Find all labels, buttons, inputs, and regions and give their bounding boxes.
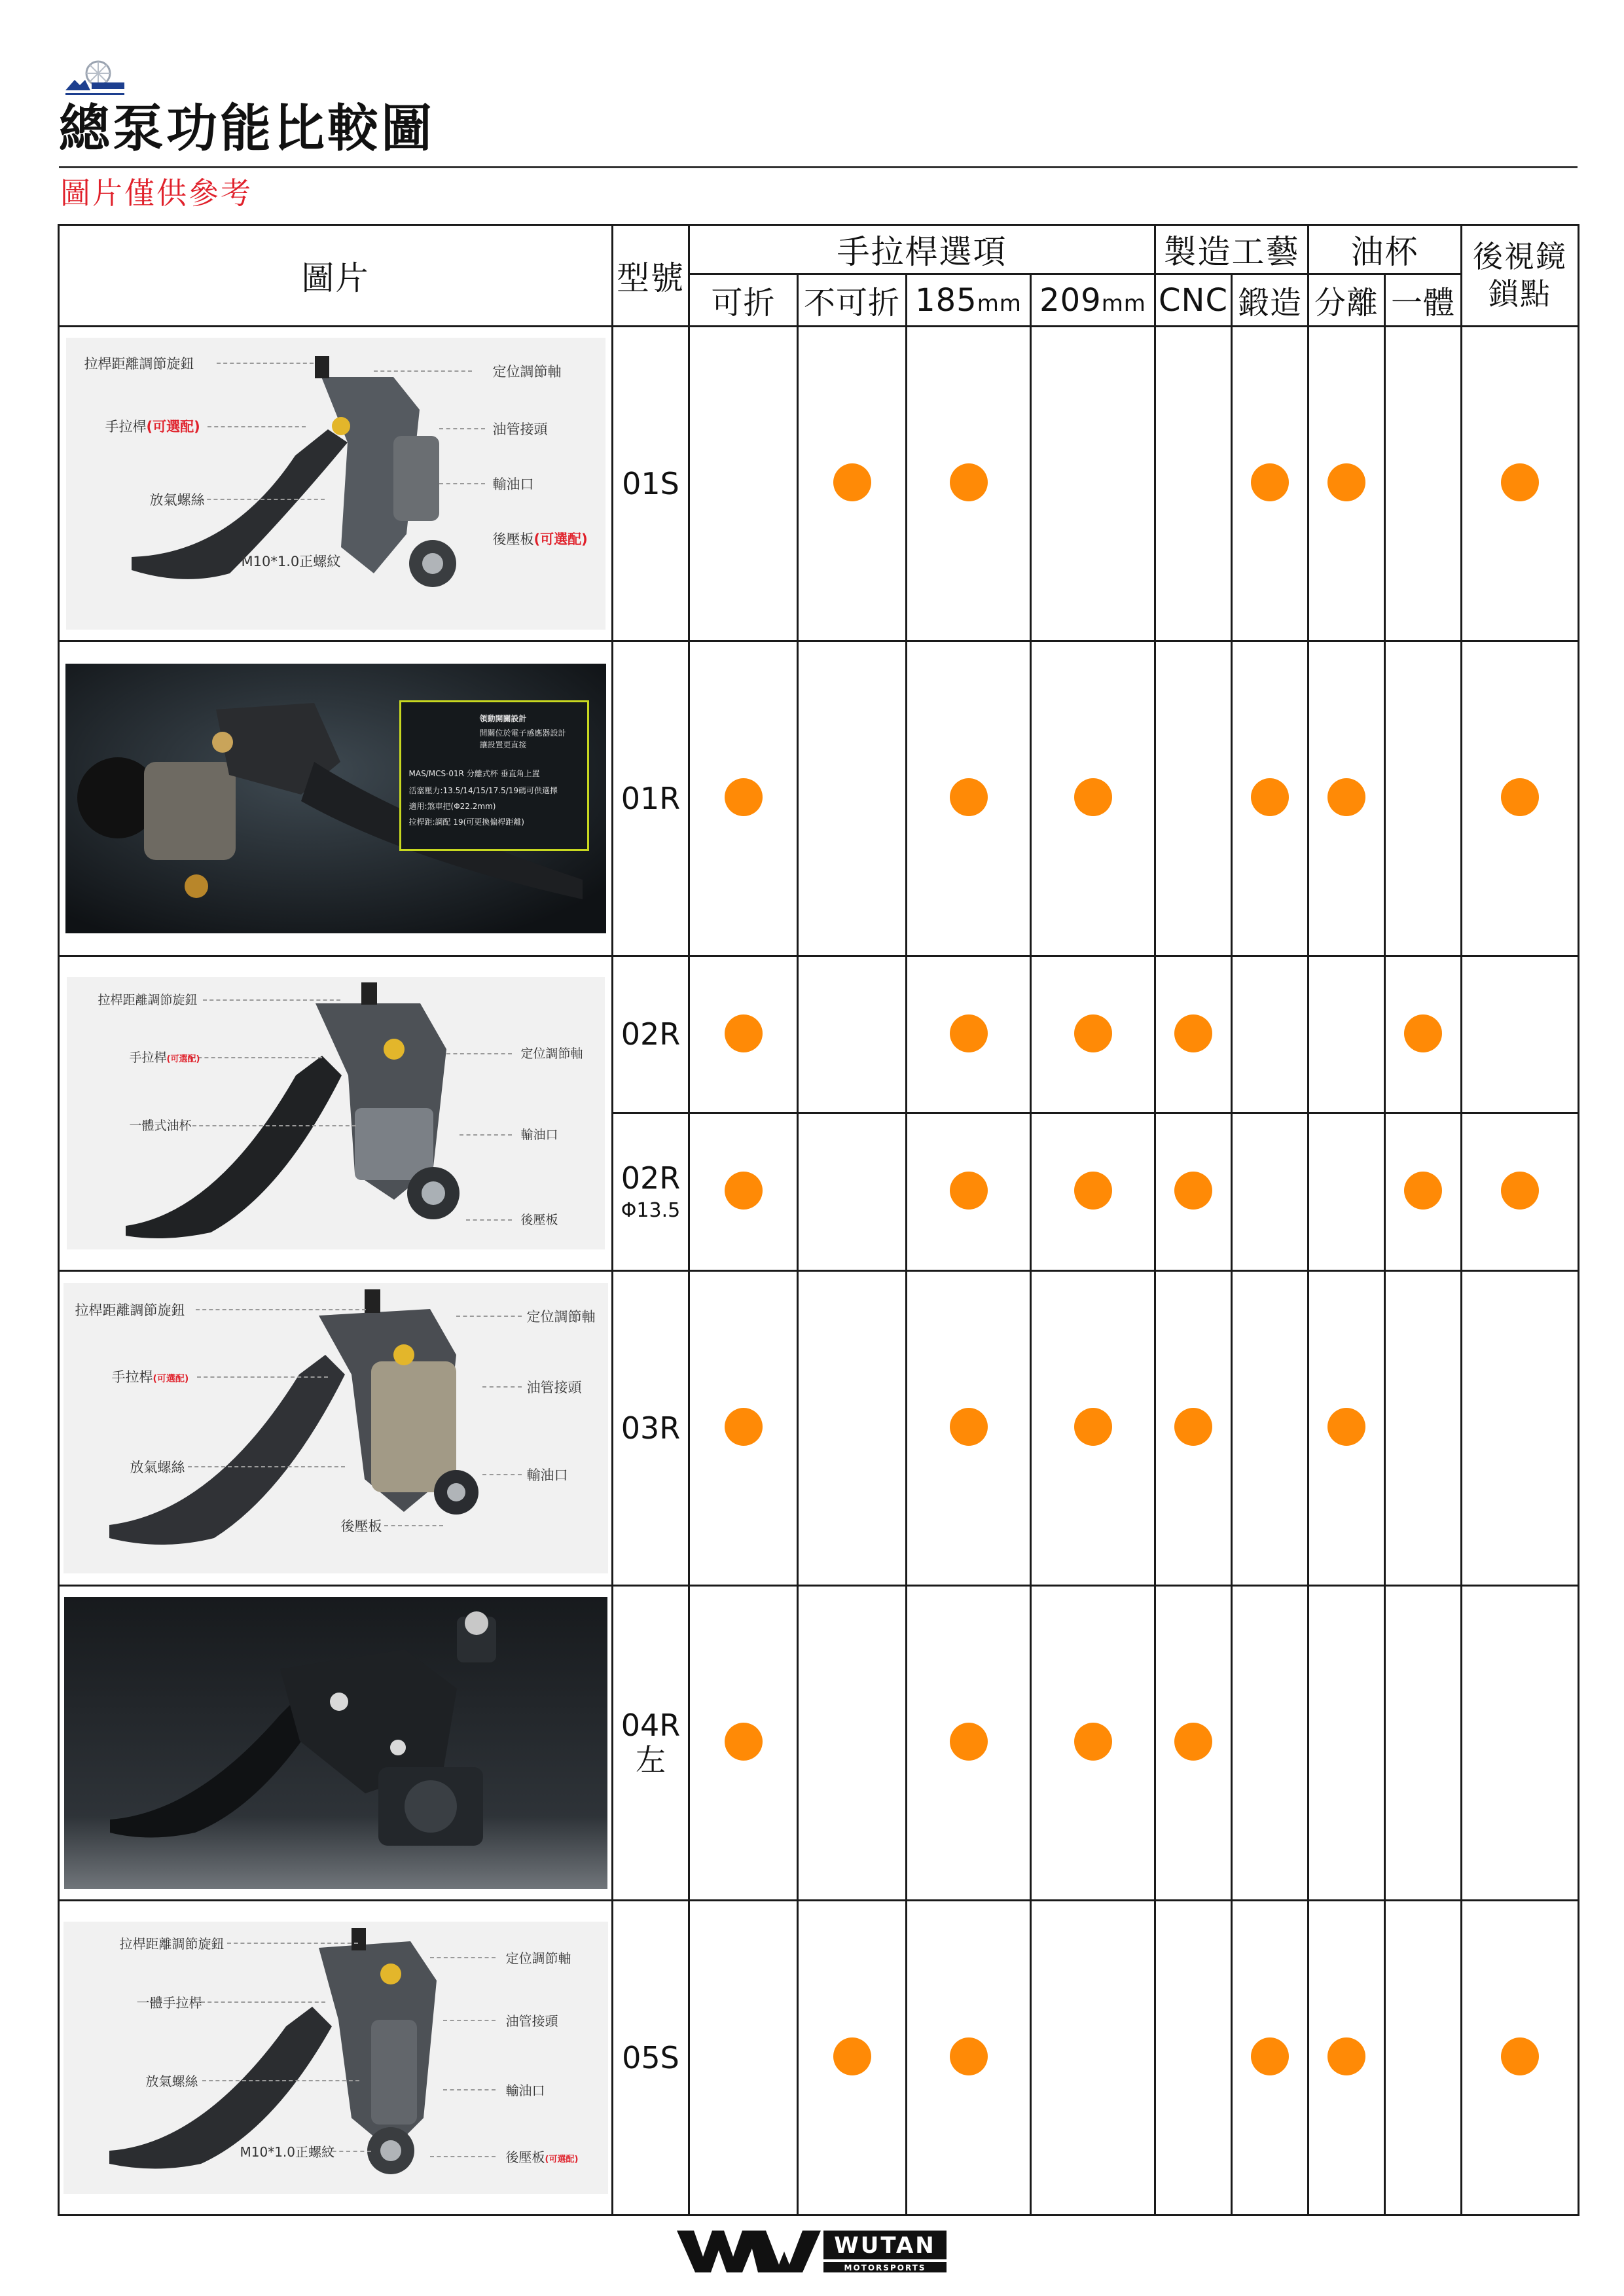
feature-cell [907,641,1031,956]
feature-info-panel [399,700,589,851]
callout-lever [130,1048,200,1066]
callout-lever-optional: (可選配) [146,419,200,435]
product-photo-04r [64,1597,607,1889]
feature-cell [1308,1586,1385,1901]
panel-line: MAS/MCS-01R 分離式杯 垂直角上置 [408,769,540,778]
feature-dot [1501,2037,1539,2075]
callout-bleed-screw: 放氣螺絲 [149,492,205,508]
feature-cell [1155,641,1232,956]
callout-hose-fitting: 油管接頭 [505,2013,558,2029]
callout-lever-text: 手拉桿 [129,1050,167,1065]
callout-bleed-screw: 放氣螺絲 [145,2073,198,2089]
callout-thread: M10*1.0正螺紋 [240,2144,335,2160]
master-cylinder-illustration [67,977,605,1249]
callout-clamp-text: 後壓板 [492,531,534,547]
feature-cell [1308,1271,1385,1586]
photo-cell-04r [59,1586,613,1901]
master-cylinder-illustration [63,1283,608,1573]
feature-dot [950,2037,988,2075]
callout-pivot: 定位調節軸 [526,1309,596,1325]
feature-dot [833,463,871,501]
product-photo-03r [63,1283,608,1573]
callout-integrated-cup: 一體式油杯 [129,1119,192,1133]
feature-dot [950,1014,988,1052]
product-photo-05s [63,1922,608,2194]
header-209-unit: mm [1101,290,1146,317]
callout-outlet: 輸油口 [520,1128,558,1142]
feature-cell [1232,1901,1308,2215]
feature-cell [1462,1586,1579,1901]
callout-lever [112,1367,189,1386]
feature-cell [689,1113,798,1271]
feature-cell [798,1586,907,1901]
header-non-foldable: 不可折 [798,274,907,327]
feature-cell [798,1901,907,2215]
feature-cell [798,327,907,641]
header-mirror-line1: 後視鏡 [1473,238,1567,274]
panel-line: 活塞壓力:13.5/14/15/17.5/19碼可供選擇 [408,786,558,795]
feature-dot [950,1172,988,1210]
product-photo-01s [66,338,605,630]
callout-pivot: 定位調節軸 [520,1047,583,1061]
callout-lever-text: 手拉桿 [105,419,147,435]
feature-cell [1031,641,1155,956]
photo-cell-01r [59,641,613,956]
feature-cell [1232,327,1308,641]
table-row [59,1271,1579,1586]
callout-one-piece-lever: 一體手拉桿 [136,1995,202,2011]
feature-dot [1251,2037,1289,2075]
callout-clamp [493,529,588,548]
model-cell [613,641,689,956]
feature-cell [1232,1113,1308,1271]
feature-cell [1308,956,1385,1113]
feature-cell [1308,1113,1385,1271]
product-photo-02r [67,977,605,1249]
table-row [59,327,1579,641]
feature-cell [1031,956,1155,1113]
model-cell [613,1113,689,1271]
feature-cell [689,956,798,1113]
model-name: 05S [622,2039,679,2075]
feature-cell [907,1113,1031,1271]
page-subtitle: 圖片僅供參考 [60,175,253,211]
feature-cell [1155,956,1232,1113]
feature-cell [689,641,798,956]
feature-cell [1385,1901,1462,2215]
header-lever-options: 手拉桿選項 [689,225,1155,274]
title-divider [59,166,1578,168]
feature-cell [1031,1271,1155,1586]
feature-cell [1462,1901,1579,2215]
feature-dot [1327,778,1365,816]
callout-outlet: 輸油口 [492,476,534,492]
callout-hose-fitting: 油管接頭 [492,422,548,437]
table-row [59,641,1579,956]
feature-dot [1174,1014,1212,1052]
feature-dot [950,778,988,816]
header-manufacturing: 製造工藝 [1155,225,1308,274]
callout-outlet: 輸油口 [505,2083,545,2098]
feature-cell [1308,1901,1385,2215]
feature-dot [725,1408,763,1446]
model-cell [613,1586,689,1901]
feature-cell [798,1113,907,1271]
feature-cell [1308,641,1385,956]
table-row [59,1901,1579,2215]
feature-cell [1385,327,1462,641]
feature-cell [1155,1586,1232,1901]
model-cell [613,1271,689,1586]
feature-dot [1501,778,1539,816]
feature-cell [1232,1271,1308,1586]
callout-pivot: 定位調節軸 [505,1950,571,1966]
table-row [59,1586,1579,1901]
callout-clamp-optional: (可選配) [545,2155,579,2164]
callout-bleed-screw: 放氣螺絲 [130,1460,185,1475]
feature-dot [725,1014,763,1052]
feature-cell [907,956,1031,1113]
callout-pivot: 定位調節軸 [492,364,562,380]
model-name: 02R [621,1016,681,1052]
feature-dot [725,1172,763,1210]
panel-line: 讓設置更直接 [479,740,527,749]
feature-cell [907,1901,1031,2215]
feature-cell [1155,1271,1232,1586]
feature-cell [1031,1586,1155,1901]
callout-outlet: 輸油口 [526,1467,568,1483]
callout-clamp [506,2147,579,2166]
feature-cell [689,1901,798,2215]
feature-cell [798,956,907,1113]
feature-cell [907,1271,1031,1586]
callout-lever-optional: (可選配) [153,1374,189,1384]
feature-dot [1174,1408,1212,1446]
panel-line: 拉桿距:調配 19(可更換偏桿距離) [408,817,524,827]
callout-lever-text: 手拉桿 [111,1369,153,1385]
feature-dot [1251,463,1289,501]
model-variant: Φ13.5 [621,1199,681,1223]
comparison-table [58,224,1579,2216]
feature-dot [950,1408,988,1446]
feature-cell [1385,1271,1462,1586]
header-integrated-cup: 一體 [1385,274,1462,327]
header-185-unit: mm [977,290,1022,317]
feature-dot [1074,1408,1112,1446]
feature-dot [1251,778,1289,816]
header-cnc: CNC [1155,274,1232,327]
feature-cell [798,1271,907,1586]
callout-hose-fitting: 油管接頭 [526,1380,582,1395]
feature-cell [1232,641,1308,956]
panel-heading: 領動開關設計 [479,714,527,723]
table-row [59,956,1579,1113]
feature-cell [1462,1271,1579,1586]
model-name: 02R [621,1160,681,1196]
callout-adjust-knob: 拉桿距離調節旋鈕 [75,1302,185,1318]
callout-lever [105,416,200,436]
feature-cell [1462,1113,1579,1271]
photo-cell-01s [59,327,613,641]
header-209mm [1031,274,1155,327]
feature-dot [950,1723,988,1761]
feature-dot [950,463,988,501]
feature-cell [1462,956,1579,1113]
callout-clamp-optional: (可選配) [533,531,588,547]
model-cell [613,956,689,1113]
model-name: 04R [621,1708,681,1744]
mfs-wheel-logo [60,58,132,98]
feature-cell [1385,1113,1462,1271]
callout-adjust-knob: 拉桿距離調節旋鈕 [98,993,198,1007]
feature-cell [1385,956,1462,1113]
feature-dot [1174,1723,1212,1761]
panel-line: 開關位於電子感應器設計 [479,728,566,738]
feature-cell [1031,1113,1155,1271]
master-cylinder-illustration [64,1597,607,1889]
header-forged: 鍛造 [1232,274,1308,327]
header-separate-cup: 分離 [1308,274,1385,327]
model-cell [613,1901,689,2215]
callout-clamp: 後壓板 [340,1518,382,1534]
footer-brand-sub: MOTORSPORTS [844,2263,926,2272]
feature-dot [1174,1172,1212,1210]
feature-dot [1501,1172,1539,1210]
wutan-motorsports-logo [674,2225,949,2278]
feature-dot [833,2037,871,2075]
feature-cell [1031,1901,1155,2215]
model-name: 03R [621,1410,681,1446]
feature-cell [689,1271,798,1586]
feature-dot [1074,1172,1112,1210]
feature-dot [1074,1723,1112,1761]
feature-dot [1404,1172,1442,1210]
feature-cell [689,327,798,641]
feature-cell [1385,1586,1462,1901]
callout-thread: M10*1.0正螺紋 [241,554,341,569]
feature-dot [1404,1014,1442,1052]
panel-line: 適用:煞車把(Φ22.2mm) [408,802,496,811]
feature-cell [907,1586,1031,1901]
feature-cell [1232,956,1308,1113]
header-model: 型號 [613,225,689,327]
feature-cell [798,641,907,956]
callout-adjust-knob: 拉桿距離調節旋鈕 [84,356,194,372]
feature-cell [1385,641,1462,956]
model-variant: 左 [636,1742,666,1778]
header-185mm [907,274,1031,327]
feature-dot [1327,1408,1365,1446]
header-photo: 圖片 [59,225,613,327]
callout-clamp-text: 後壓板 [505,2149,545,2165]
callout-adjust-knob: 拉桿距離調節旋鈕 [119,1936,225,1952]
callout-clamp: 後壓板 [520,1213,558,1227]
header-foldable: 可折 [689,274,798,327]
feature-dot [725,1723,763,1761]
feature-cell [1462,327,1579,641]
feature-dot [1327,463,1365,501]
model-name: 01S [622,465,679,501]
feature-cell [1308,327,1385,641]
feature-cell [689,1586,798,1901]
header-mirror-mount [1462,225,1579,327]
feature-cell [1232,1586,1308,1901]
feature-cell [1155,1113,1232,1271]
photo-cell-02r [59,956,613,1271]
model-name: 01R [621,780,681,816]
photo-cell-05s [59,1901,613,2215]
product-photo-01r [65,664,606,933]
feature-dot [725,778,763,816]
photo-cell-03r [59,1271,613,1586]
footer-brand: WUTAN [834,2233,936,2259]
header-reservoir: 油杯 [1308,225,1462,274]
feature-dot [1074,1014,1112,1052]
model-cell [613,327,689,641]
callout-lever-optional: (可選配) [166,1054,200,1064]
feature-cell [1155,1901,1232,2215]
feature-dot [1501,463,1539,501]
feature-dot [1074,778,1112,816]
feature-dot [1327,2037,1365,2075]
feature-cell [1031,327,1155,641]
header-209-value: 209 [1039,281,1102,319]
page-title: 總泵功能比較圖 [59,99,435,158]
feature-cell [907,327,1031,641]
header-mirror-line2: 鎖點 [1489,276,1551,312]
feature-cell [1155,327,1232,641]
feature-cell [1462,641,1579,956]
header-185-value: 185 [915,281,977,319]
